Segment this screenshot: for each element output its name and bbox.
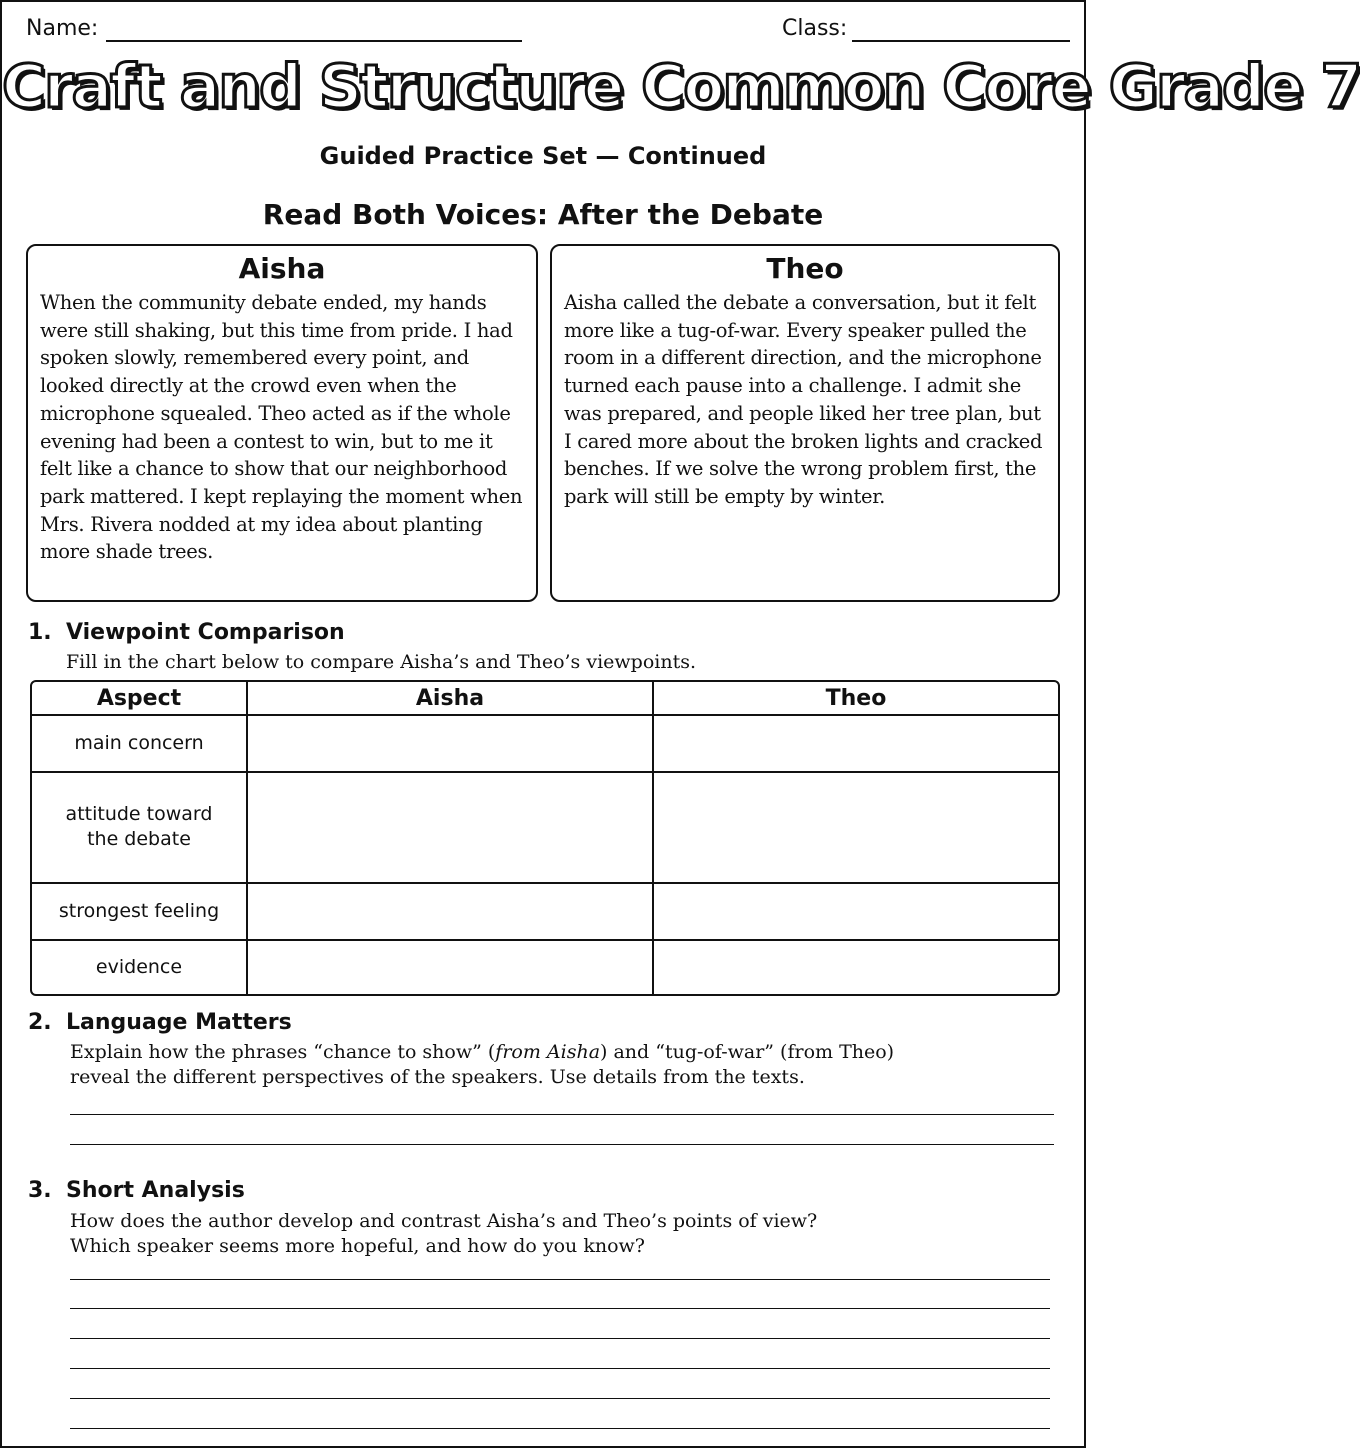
worksheet-title: Craft and Structure Common Core Grade 7 <box>2 52 1360 122</box>
aspect-cell <box>32 773 248 883</box>
answer-cell-theo[interactable] <box>654 773 1058 883</box>
class-field[interactable] <box>852 40 1070 42</box>
question-title: Short Analysis <box>66 1178 245 1203</box>
answer-cell-aisha[interactable] <box>248 716 654 773</box>
passage-text: When the community debate ended, my hands were still shaking, but this time from pride. I had spoken slowly, remembered every point, and looked directly at the crowd even when the microphone squealed. Theo acted as if the whole evening had been a contest to win, but to me it felt like a chance to show that our neighborhood park mattered. I kept replaying the moment when Mrs. Rivera nodded at my idea about planting more shade trees. <box>40 291 523 564</box>
aspect-cell: evidence <box>32 941 248 994</box>
answer-line[interactable] <box>70 1428 1050 1429</box>
passage-heading: Read Both Voices: After the Debate <box>262 198 824 231</box>
answer-line[interactable] <box>70 1144 1054 1145</box>
question-3-instruction <box>70 1209 817 1259</box>
question-1-instruction: Fill in the chart below to compare Aisha’s and Theo’s viewpoints. <box>66 651 697 673</box>
question-3-heading <box>28 1178 245 1203</box>
instruction-italic: from Aisha <box>495 1041 601 1063</box>
table-row <box>32 941 1058 994</box>
chart-header-aisha: Aisha <box>248 682 654 716</box>
answer-line[interactable] <box>70 1338 1050 1339</box>
answer-line[interactable] <box>70 1308 1050 1309</box>
question-2-heading <box>28 1010 292 1035</box>
instruction-text: reveal the different perspectives of the speakers. Use details from the texts. <box>70 1066 805 1088</box>
answer-cell-aisha[interactable] <box>248 941 654 994</box>
chart-header-row <box>32 682 1058 716</box>
aspect-cell: strongest feeling <box>32 884 248 941</box>
name-field[interactable] <box>106 40 522 42</box>
instruction-text: Explain how the phrases “chance to show” ( <box>70 1041 496 1063</box>
question-number: 1. <box>28 620 52 645</box>
answer-cell-theo[interactable] <box>654 716 1058 773</box>
aspect-text: attitude toward the debate <box>65 803 213 851</box>
question-title: Language Matters <box>66 1010 292 1035</box>
aspect-cell: main concern <box>32 716 248 773</box>
answer-line[interactable] <box>70 1398 1050 1399</box>
question-2-instruction <box>70 1040 894 1090</box>
question-number: 3. <box>28 1178 52 1203</box>
answer-cell-theo[interactable] <box>654 941 1058 994</box>
answer-line[interactable] <box>70 1279 1050 1280</box>
answer-cell-theo[interactable] <box>654 884 1058 941</box>
instruction-text: How does the author develop and contrast Aisha’s and Theo’s points of view? <box>70 1210 818 1232</box>
answer-cell-aisha[interactable] <box>248 773 654 883</box>
passage-box-aisha <box>26 244 538 602</box>
answer-line[interactable] <box>70 1114 1054 1115</box>
passage-speaker: Theo <box>766 252 844 285</box>
question-number: 2. <box>28 1010 52 1035</box>
passage-box-theo <box>550 244 1060 602</box>
question-1-heading <box>28 620 345 645</box>
viewpoint-chart <box>30 680 1060 996</box>
header-row <box>26 16 1068 46</box>
answer-line[interactable] <box>70 1368 1050 1369</box>
answer-cell-aisha[interactable] <box>248 884 654 941</box>
name-label: Name: <box>26 16 99 41</box>
passage-speaker: Aisha <box>238 252 326 285</box>
table-row <box>32 884 1058 941</box>
instruction-text: Which speaker seems more hopeful, and how do you know? <box>70 1235 645 1257</box>
chart-header-aspect: Aspect <box>32 682 248 716</box>
question-title: Viewpoint Comparison <box>66 620 345 645</box>
class-label: Class: <box>782 16 848 41</box>
instruction-text: ) and “tug-of-war” (from Theo) <box>600 1041 895 1063</box>
worksheet-subtitle: Guided Practice Set — Continued <box>319 142 767 170</box>
passage-text: Aisha called the debate a conversation, but it felt more like a tug-of-war. Every speaker pulled the room in a different direction, and the microphone turned each pause into a challenge. I admit she was prepared, and people liked her tree plan, but I cared more about the broken lights and cracked benches. If we solve the wrong problem first, the park will still be empty by winter. <box>564 291 1043 508</box>
table-row <box>32 716 1058 773</box>
chart-header-theo: Theo <box>654 682 1058 716</box>
table-row <box>32 773 1058 883</box>
